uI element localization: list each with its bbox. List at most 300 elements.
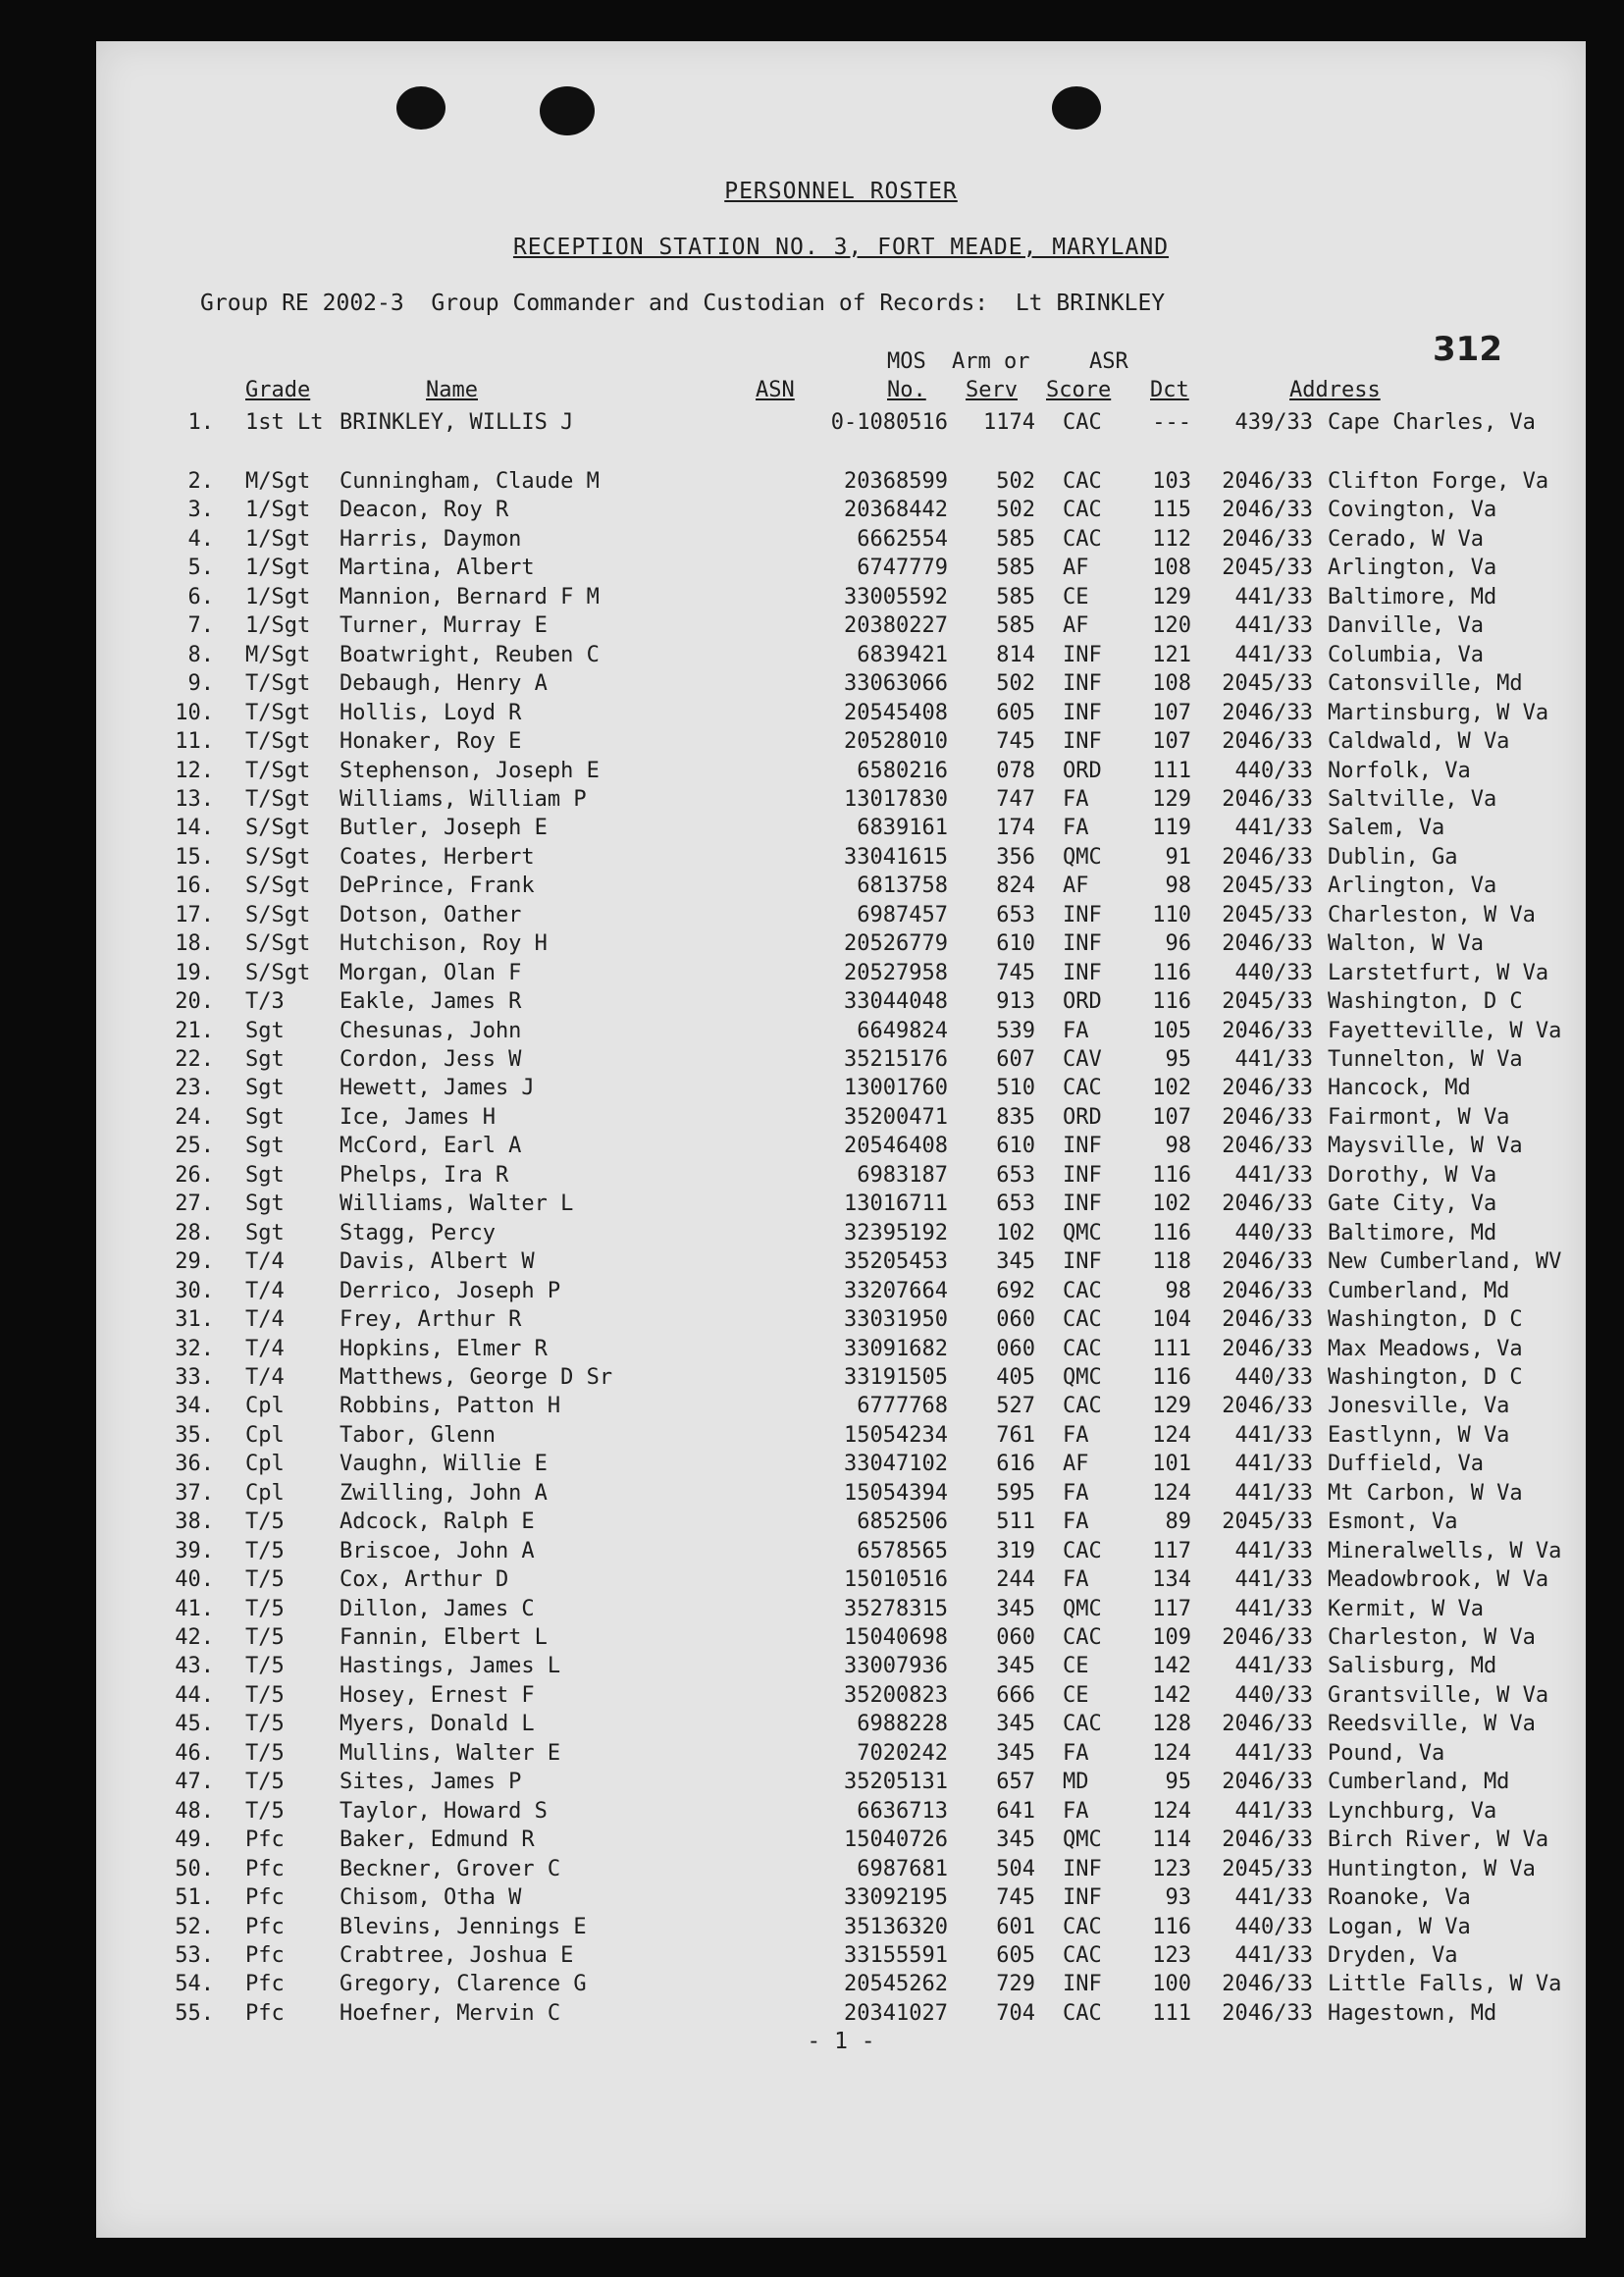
asn-cell: 6839161: [857, 816, 948, 841]
grade-cell: T/5: [245, 1509, 285, 1535]
table-row: [96, 2001, 1586, 2030]
row-number: 11.: [175, 729, 214, 755]
name-cell: Briscoe, John A: [340, 1538, 535, 1563]
table-row: [96, 1712, 1586, 1740]
name-cell: Robbins, Patton H: [340, 1394, 561, 1419]
name-cell: Hoefner, Mervin C: [340, 2000, 561, 2026]
table-row: [96, 1625, 1586, 1654]
arm-serv-cell: INF: [1063, 931, 1102, 957]
mos-cell: 653: [996, 1162, 1035, 1188]
mos-cell: 692: [996, 1278, 1035, 1303]
row-number: 35.: [175, 1422, 214, 1448]
name-cell: Ice, James H: [340, 1104, 496, 1130]
asr-score-cell: 116: [1152, 960, 1191, 985]
asr-score-cell: 119: [1152, 816, 1191, 841]
grade-cell: T/4: [245, 1307, 285, 1333]
roster-page: [96, 41, 1586, 2238]
arm-serv-cell: QMC: [1063, 1220, 1102, 1245]
grade-cell: Sgt: [245, 1191, 285, 1217]
table-row: [96, 1307, 1586, 1336]
mos-cell: 747: [996, 786, 1035, 812]
name-cell: Sites, James P: [340, 1770, 522, 1795]
grade-cell: T/3: [245, 989, 285, 1015]
mos-cell: 585: [996, 556, 1035, 581]
name-cell: Gregory, Clarence G: [340, 1972, 587, 1997]
arm-serv-cell: CAC: [1063, 498, 1102, 523]
table-row: [96, 1539, 1586, 1567]
mos-cell: 610: [996, 931, 1035, 957]
grade-cell: T/5: [245, 1740, 285, 1766]
address-cell: Columbia, Va: [1328, 642, 1484, 667]
mos-cell: 345: [996, 1249, 1035, 1275]
table-row: [96, 1365, 1586, 1394]
grade-cell: Cpl: [245, 1422, 285, 1448]
name-cell: Williams, William P: [340, 786, 587, 812]
asr-score-cell: 96: [1165, 931, 1191, 957]
asn-cell: 20545408: [844, 700, 948, 725]
table-row: [96, 1741, 1586, 1770]
grade-cell: T/5: [245, 1712, 285, 1737]
name-cell: Blevins, Jennings E: [340, 1914, 587, 1939]
address-cell: Duffield, Va: [1328, 1452, 1484, 1477]
grade-cell: Pfc: [245, 2000, 285, 2026]
grade-cell: T/5: [245, 1770, 285, 1795]
column-header-dct: Dct: [1150, 378, 1189, 402]
asn-cell: 35205453: [844, 1249, 948, 1275]
grade-cell: 1/Sgt: [245, 498, 311, 523]
row-number: 38.: [175, 1509, 214, 1535]
address-cell: Cerado, W Va: [1328, 526, 1484, 552]
asr-score-cell: 100: [1152, 1972, 1191, 1997]
name-cell: Chesunas, John: [340, 1018, 522, 1043]
table-row: [96, 1567, 1586, 1596]
dct-cell: 2045/33: [1222, 556, 1313, 581]
asr-score-cell: 124: [1152, 1422, 1191, 1448]
asn-cell: 7020242: [857, 1740, 948, 1766]
address-cell: Mineralwells, W Va: [1328, 1538, 1562, 1563]
grade-cell: T/5: [245, 1682, 285, 1708]
row-number: 54.: [175, 1972, 214, 1997]
mos-cell: 761: [996, 1422, 1035, 1448]
row-number: 31.: [175, 1307, 214, 1333]
grade-cell: T/Sgt: [245, 729, 311, 755]
address-cell: Cumberland, Md: [1328, 1278, 1510, 1303]
grade-cell: Pfc: [245, 1942, 285, 1968]
row-number: 48.: [175, 1798, 214, 1824]
row-number: 46.: [175, 1740, 214, 1766]
arm-serv-cell: CE: [1063, 1654, 1089, 1679]
row-number: 12.: [175, 758, 214, 783]
arm-serv-cell: INF: [1063, 1162, 1102, 1188]
table-row: [96, 1915, 1586, 1943]
asn-cell: 6649824: [857, 1018, 948, 1043]
arm-serv-cell: INF: [1063, 1191, 1102, 1217]
table-row: [96, 1597, 1586, 1625]
row-number: 26.: [175, 1162, 214, 1188]
address-cell: New Cumberland, WV: [1328, 1249, 1562, 1275]
asn-cell: 33041615: [844, 844, 948, 870]
dct-cell: 441/33: [1234, 1162, 1313, 1188]
column-header-asr-top: ASR: [1089, 349, 1128, 374]
asr-score-cell: 104: [1152, 1307, 1191, 1333]
page-number: 312: [1433, 330, 1502, 369]
address-cell: Dryden, Va: [1328, 1942, 1458, 1968]
asn-cell: 6636713: [857, 1798, 948, 1824]
dct-cell: 441/33: [1234, 1740, 1313, 1766]
asn-cell: 35136320: [844, 1914, 948, 1939]
name-cell: Morgan, Olan F: [340, 960, 522, 985]
mos-cell: 345: [996, 1740, 1035, 1766]
table-row: [96, 527, 1586, 556]
asr-score-cell: 110: [1152, 902, 1191, 927]
name-cell: Dotson, Oather: [340, 902, 522, 927]
table-row: [96, 1654, 1586, 1682]
address-cell: Jonesville, Va: [1328, 1394, 1510, 1419]
table-row: [96, 1221, 1586, 1249]
dct-cell: 2046/33: [1222, 498, 1313, 523]
table-row: [96, 759, 1586, 787]
name-cell: McCord, Earl A: [340, 1134, 522, 1159]
table-row: [96, 1683, 1586, 1712]
name-cell: Hewett, James J: [340, 1076, 535, 1101]
grade-cell: Sgt: [245, 1220, 285, 1245]
arm-serv-cell: CAC: [1063, 1394, 1102, 1419]
arm-serv-cell: FA: [1063, 1018, 1089, 1043]
mos-cell: 595: [996, 1480, 1035, 1506]
mos-cell: 060: [996, 1625, 1035, 1650]
address-cell: Max Meadows, Va: [1328, 1336, 1523, 1361]
address-cell: Clifton Forge, Va: [1328, 469, 1549, 494]
mos-cell: 605: [996, 700, 1035, 725]
grade-cell: T/Sgt: [245, 758, 311, 783]
name-cell: Stephenson, Joseph E: [340, 758, 600, 783]
column-header-mos: No.: [887, 378, 926, 402]
address-cell: Covington, Va: [1328, 498, 1497, 523]
arm-serv-cell: INF: [1063, 960, 1102, 985]
row-number: 4.: [187, 526, 214, 552]
table-row: [96, 1163, 1586, 1191]
asr-score-cell: 98: [1165, 1134, 1191, 1159]
asn-cell: 33007936: [844, 1654, 948, 1679]
address-cell: Logan, W Va: [1328, 1914, 1471, 1939]
mos-cell: 824: [996, 874, 1035, 899]
grade-cell: 1/Sgt: [245, 556, 311, 581]
grade-cell: Sgt: [245, 1018, 285, 1043]
arm-serv-cell: INF: [1063, 1972, 1102, 1997]
arm-serv-cell: INF: [1063, 729, 1102, 755]
dct-cell: 2045/33: [1222, 1509, 1313, 1535]
asr-score-cell: 95: [1165, 1047, 1191, 1072]
arm-serv-cell: QMC: [1063, 844, 1102, 870]
mos-cell: 510: [996, 1076, 1035, 1101]
asr-score-cell: 112: [1152, 526, 1191, 552]
name-cell: Stagg, Percy: [340, 1220, 496, 1245]
grade-cell: T/5: [245, 1596, 285, 1621]
arm-serv-cell: FA: [1063, 1798, 1089, 1824]
dct-cell: 2046/33: [1222, 1972, 1313, 1997]
arm-serv-cell: QMC: [1063, 1596, 1102, 1621]
row-number: 20.: [175, 989, 214, 1015]
dct-cell: 2046/33: [1222, 1336, 1313, 1361]
name-cell: Vaughn, Willie E: [340, 1452, 548, 1477]
table-row: [96, 1134, 1586, 1162]
dct-cell: 441/33: [1234, 816, 1313, 841]
name-cell: Davis, Albert W: [340, 1249, 535, 1275]
arm-serv-cell: FA: [1063, 786, 1089, 812]
name-cell: Mannion, Bernard F M: [340, 584, 600, 609]
arm-serv-cell: CAC: [1063, 1278, 1102, 1303]
row-number: 53.: [175, 1942, 214, 1968]
roster-subtitle: RECEPTION STATION NO. 3, FORT MEADE, MARYLAND: [512, 235, 1170, 260]
dct-cell: 441/33: [1234, 1885, 1313, 1911]
dct-cell: 2046/33: [1222, 786, 1313, 812]
asr-score-cell: 111: [1152, 758, 1191, 783]
grade-cell: M/Sgt: [245, 469, 311, 494]
address-cell: Eastlynn, W Va: [1328, 1422, 1510, 1448]
column-header-arm-top: Arm or: [952, 349, 1030, 374]
arm-serv-cell: FA: [1063, 1509, 1089, 1535]
asn-cell: 33044048: [844, 989, 948, 1015]
asn-cell: 35200471: [844, 1104, 948, 1130]
table-row: [96, 671, 1586, 700]
address-cell: Kermit, W Va: [1328, 1596, 1484, 1621]
table-row: [96, 643, 1586, 671]
grade-cell: Sgt: [245, 1134, 285, 1159]
asn-cell: 33191505: [844, 1364, 948, 1390]
asn-cell: 33047102: [844, 1452, 948, 1477]
asn-cell: 33207664: [844, 1278, 948, 1303]
address-cell: Martinsburg, W Va: [1328, 700, 1549, 725]
asn-cell: 35205131: [844, 1770, 948, 1795]
address-cell: Cumberland, Md: [1328, 1770, 1510, 1795]
name-cell: Zwilling, John A: [340, 1480, 548, 1506]
arm-serv-cell: CE: [1063, 584, 1089, 609]
dct-cell: 440/33: [1234, 1220, 1313, 1245]
name-cell: Beckner, Grover C: [340, 1856, 561, 1881]
grade-cell: S/Sgt: [245, 874, 311, 899]
address-cell: Hancock, Md: [1328, 1076, 1471, 1101]
name-cell: Taylor, Howard S: [340, 1798, 548, 1824]
row-number: 36.: [175, 1452, 214, 1477]
asn-cell: 35215176: [844, 1047, 948, 1072]
arm-serv-cell: FA: [1063, 1567, 1089, 1593]
name-cell: Baker, Edmund R: [340, 1827, 535, 1853]
table-row: [96, 961, 1586, 989]
name-cell: Hollis, Loyd R: [340, 700, 522, 725]
address-cell: Birch River, W Va: [1328, 1827, 1549, 1853]
grade-cell: 1/Sgt: [245, 584, 311, 609]
asr-score-cell: 123: [1152, 1856, 1191, 1881]
table-row: [96, 1047, 1586, 1076]
asr-score-cell: 129: [1152, 1394, 1191, 1419]
row-number: 47.: [175, 1770, 214, 1795]
row-number: 42.: [175, 1625, 214, 1650]
arm-serv-cell: CAC: [1063, 1942, 1102, 1968]
grade-cell: Cpl: [245, 1452, 285, 1477]
address-cell: Hagestown, Md: [1328, 2000, 1497, 2026]
grade-cell: T/5: [245, 1567, 285, 1593]
table-row: [96, 989, 1586, 1018]
address-cell: Fairmont, W Va: [1328, 1104, 1510, 1130]
dct-cell: 441/33: [1234, 1654, 1313, 1679]
arm-serv-cell: CAC: [1063, 1538, 1102, 1563]
arm-serv-cell: QMC: [1063, 1364, 1102, 1390]
arm-serv-cell: AF: [1063, 1452, 1089, 1477]
dct-cell: 441/33: [1234, 642, 1313, 667]
row-number: 15.: [175, 844, 214, 870]
asr-score-cell: 105: [1152, 1018, 1191, 1043]
address-cell: Walton, W Va: [1328, 931, 1484, 957]
mos-cell: 605: [996, 1942, 1035, 1968]
address-cell: Charleston, W Va: [1328, 902, 1536, 927]
grade-cell: Pfc: [245, 1914, 285, 1939]
address-cell: Caldwald, W Va: [1328, 729, 1510, 755]
asr-score-cell: 107: [1152, 1104, 1191, 1130]
table-row: [96, 1191, 1586, 1220]
mos-cell: 610: [996, 1134, 1035, 1159]
dct-cell: 2046/33: [1222, 1394, 1313, 1419]
name-cell: BRINKLEY, WILLIS J: [340, 410, 574, 435]
grade-cell: Sgt: [245, 1047, 285, 1072]
mos-cell: 814: [996, 642, 1035, 667]
row-number: 33.: [175, 1364, 214, 1390]
column-header-score: Score: [1046, 378, 1112, 402]
dct-cell: 440/33: [1234, 1914, 1313, 1939]
address-cell: Baltimore, Md: [1328, 1220, 1497, 1245]
name-cell: Mullins, Walter E: [340, 1740, 561, 1766]
mos-cell: 745: [996, 960, 1035, 985]
asr-score-cell: 108: [1152, 671, 1191, 697]
row-number: 1.: [187, 410, 214, 435]
asn-cell: 6747779: [857, 556, 948, 581]
address-cell: Huntington, W Va: [1328, 1856, 1536, 1881]
address-cell: Cape Charles, Va: [1328, 410, 1536, 435]
mos-cell: 502: [996, 469, 1035, 494]
mos-cell: 504: [996, 1856, 1035, 1881]
address-cell: Charleston, W Va: [1328, 1625, 1536, 1650]
asr-score-cell: 93: [1165, 1885, 1191, 1911]
asn-cell: 33091682: [844, 1336, 948, 1361]
asn-cell: 0-1080516: [830, 410, 948, 435]
address-cell: Washington, D C: [1328, 989, 1523, 1015]
row-number: 40.: [175, 1567, 214, 1593]
asn-cell: 6839421: [857, 642, 948, 667]
address-cell: Washington, D C: [1328, 1364, 1523, 1390]
asr-score-cell: 124: [1152, 1798, 1191, 1824]
dct-cell: 441/33: [1234, 1047, 1313, 1072]
arm-serv-cell: CAC: [1063, 1307, 1102, 1333]
dct-cell: 2046/33: [1222, 1625, 1313, 1650]
row-number: 41.: [175, 1596, 214, 1621]
mos-cell: 835: [996, 1104, 1035, 1130]
arm-serv-cell: INF: [1063, 671, 1102, 697]
asn-cell: 20545262: [844, 1972, 948, 1997]
asr-score-cell: 114: [1152, 1827, 1191, 1853]
grade-cell: T/4: [245, 1336, 285, 1361]
asn-cell: 20368442: [844, 498, 948, 523]
grade-cell: M/Sgt: [245, 642, 311, 667]
address-cell: Dublin, Ga: [1328, 844, 1458, 870]
name-cell: Eakle, James R: [340, 989, 522, 1015]
dct-cell: 2046/33: [1222, 526, 1313, 552]
name-cell: Butler, Joseph E: [340, 816, 548, 841]
grade-cell: S/Sgt: [245, 902, 311, 927]
asr-score-cell: 91: [1165, 844, 1191, 870]
dct-cell: 2046/33: [1222, 1770, 1313, 1795]
dct-cell: 440/33: [1234, 1682, 1313, 1708]
dct-cell: 441/33: [1234, 1567, 1313, 1593]
address-cell: Pound, Va: [1328, 1740, 1445, 1766]
asn-cell: 20528010: [844, 729, 948, 755]
grade-cell: T/Sgt: [245, 700, 311, 725]
table-row: [96, 1827, 1586, 1856]
column-header-mos-top: MOS: [887, 349, 926, 374]
name-cell: Martina, Albert: [340, 556, 535, 581]
mos-cell: 405: [996, 1364, 1035, 1390]
row-number: 55.: [175, 2000, 214, 2026]
arm-serv-cell: INF: [1063, 902, 1102, 927]
asr-score-cell: 118: [1152, 1249, 1191, 1275]
row-number: 10.: [175, 700, 214, 725]
mos-cell: 745: [996, 1885, 1035, 1911]
row-number: 44.: [175, 1682, 214, 1708]
mos-cell: 244: [996, 1567, 1035, 1593]
name-cell: Honaker, Roy E: [340, 729, 522, 755]
dct-cell: 2045/33: [1222, 1856, 1313, 1881]
asn-cell: 33063066: [844, 671, 948, 697]
row-number: 37.: [175, 1480, 214, 1506]
address-cell: Catonsville, Md: [1328, 671, 1523, 697]
arm-serv-cell: CAC: [1063, 1712, 1102, 1737]
mos-cell: 653: [996, 902, 1035, 927]
asn-cell: 15054394: [844, 1480, 948, 1506]
address-cell: Salisburg, Md: [1328, 1654, 1497, 1679]
column-header-grade: Grade: [245, 378, 311, 402]
table-row: [96, 469, 1586, 498]
asn-cell: 13017830: [844, 786, 948, 812]
grade-cell: Sgt: [245, 1076, 285, 1101]
grade-cell: Sgt: [245, 1162, 285, 1188]
name-cell: Derrico, Joseph P: [340, 1278, 561, 1303]
table-row: [96, 1019, 1586, 1047]
asr-score-cell: 102: [1152, 1191, 1191, 1217]
grade-cell: Pfc: [245, 1856, 285, 1881]
grade-cell: Pfc: [245, 1827, 285, 1853]
table-row: [96, 931, 1586, 960]
grade-cell: T/5: [245, 1798, 285, 1824]
arm-serv-cell: INF: [1063, 700, 1102, 725]
arm-serv-cell: AF: [1063, 613, 1089, 639]
asn-cell: 20546408: [844, 1134, 948, 1159]
asr-score-cell: 123: [1152, 1942, 1191, 1968]
asn-cell: 33155591: [844, 1942, 948, 1968]
table-row: [96, 410, 1586, 439]
name-cell: Matthews, George D Sr: [340, 1364, 613, 1390]
address-cell: Gate City, Va: [1328, 1191, 1497, 1217]
table-row: [96, 874, 1586, 902]
name-cell: Chisom, Otha W: [340, 1885, 522, 1911]
dct-cell: 2046/33: [1222, 469, 1313, 494]
mos-cell: 585: [996, 613, 1035, 639]
dct-cell: 440/33: [1234, 758, 1313, 783]
dct-cell: 441/33: [1234, 613, 1313, 639]
row-number: 16.: [175, 874, 214, 899]
table-row: [96, 1249, 1586, 1278]
mos-cell: 641: [996, 1798, 1035, 1824]
mos-cell: 616: [996, 1452, 1035, 1477]
address-cell: Larstetfurt, W Va: [1328, 960, 1549, 985]
name-cell: Coates, Herbert: [340, 844, 535, 870]
